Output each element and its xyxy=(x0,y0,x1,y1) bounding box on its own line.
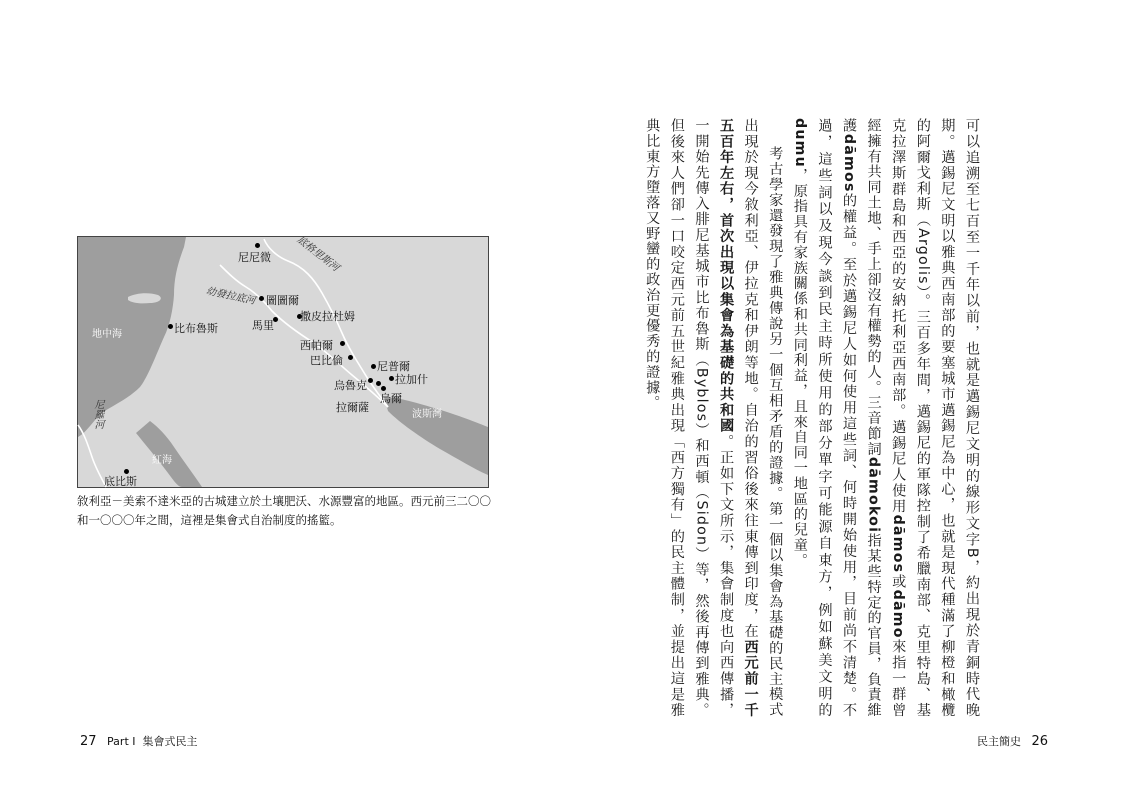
right-page xyxy=(563,0,1126,800)
text-segment: 的權益。至於邁錫尼人如何使用這些詞、何時開始使用，目前尚不清楚。不過，這些詞以及現今談到民主時所使用的部分單字可能源自東方，例如蘇美文明的 xyxy=(816,118,858,718)
map-shapes xyxy=(78,237,488,487)
city-thebes: 底比斯 xyxy=(104,475,137,488)
byblos-dot xyxy=(168,324,173,329)
bold-term: dāmos xyxy=(841,133,858,193)
city-sippar: 撒皮拉杜姆 xyxy=(300,310,355,323)
text-segment: 或 xyxy=(890,573,907,590)
city-tuttul: 圖圖爾 xyxy=(266,294,299,307)
bold-term: dāmos xyxy=(890,514,907,574)
bold-term: 西元前一千五百年左右，首次出現以集會為基礎的共和國 xyxy=(718,118,759,719)
part-label: Part I xyxy=(107,735,136,748)
nippur-dot xyxy=(371,364,376,369)
uruk-dot xyxy=(368,378,373,383)
page-number-left: 27 xyxy=(80,734,97,749)
sippar2-dot xyxy=(340,341,345,346)
bold-term: dāmokoi xyxy=(865,456,882,534)
euphrates-label: 幼發拉底河 xyxy=(204,285,257,308)
ur-dot xyxy=(376,381,381,386)
city-babylon: 巴比倫 xyxy=(310,354,343,367)
lagash-dot xyxy=(389,376,394,381)
bold-term: dumu xyxy=(791,118,808,168)
folio-right xyxy=(977,733,1048,749)
body-paragraph xyxy=(640,118,788,718)
text-segment: 指某些特定的官員，負責維護 xyxy=(841,118,882,718)
text-segment: 來指一群曾經擁有共同土地、手上卻沒有權勢的人。三音節詞 xyxy=(865,118,907,719)
part-title: 集會式民主 xyxy=(142,735,198,748)
text-segment: 。正如下文所示，集會制度也向西傳播，一開始先傳入腓尼基城市比布魯斯（Byblos）和西頓（Sidon）等，然後再傳到雅典。但後來人們卻一口咬定西元前五世紀雅典出現「西方獨有」的民主體制，並提出這是雅典比東方墮落又野蠻的政治更優秀的證據。 xyxy=(644,118,735,718)
larsa-dot xyxy=(381,386,386,391)
text-segment: ，原指具有家族關係和共同利益，且來自同一地區的兒童。 xyxy=(791,167,808,569)
text-segment: 邁錫尼文明以雅典西南部的要塞城市邁錫尼為中心，也就是現代種滿了柳橙和橄欖的阿爾戈利斯（Argolis）。三百多年間，邁錫尼的軍隊控制了希臘南部、克里特島、基克拉澤斯群島和西亞的安納托利亞西南部。邁錫尼人使用 xyxy=(890,118,956,718)
babylon-dot xyxy=(348,355,353,360)
city-uruk: 烏魯克 xyxy=(334,379,367,392)
mediterranean-label: 地中海 xyxy=(92,329,122,340)
bold-term: dāmo xyxy=(890,589,907,639)
body-paragraph xyxy=(787,118,984,718)
city-nippur: 尼普爾 xyxy=(377,360,410,373)
tigris-label: 底格里斯河 xyxy=(294,234,341,274)
nile-river xyxy=(78,425,106,487)
city-mari: 馬里 xyxy=(252,319,274,332)
city-ur: 烏爾 xyxy=(380,392,402,405)
city-lagash: 拉加什 xyxy=(395,373,428,386)
book-title: 民主簡史 xyxy=(976,735,1021,748)
left-page xyxy=(0,0,563,800)
tuttul-dot xyxy=(259,296,264,301)
page-number-right: 26 xyxy=(1031,734,1048,749)
text-segment: 考古學家還發現了雅典傳說另一個互相矛盾的證據。第一個以集會為基礎的民主模式出現於現今敘利亞、伊拉克和伊朗等地。自治的習俗後來往東傳到印度，在 xyxy=(742,118,784,718)
map-figure xyxy=(77,236,489,488)
nile-label: 尼羅河 xyxy=(92,399,103,429)
city-nineveh: 尼尼微 xyxy=(238,251,271,264)
red-sea-label: 紅海 xyxy=(152,455,172,466)
vertical-body-text xyxy=(644,118,984,719)
city-sippar2: 西帕爾 xyxy=(300,339,333,352)
persian-gulf-label: 波斯灣 xyxy=(412,409,442,420)
city-larsa: 拉爾薩 xyxy=(336,401,369,414)
text-segment: 可以追溯至七百至一千年以前，也就是邁錫尼文明的線形文字B，約出現於青銅時代晚期。 xyxy=(939,118,980,718)
map-caption: 敘利亞－美索不達米亞的古城建立於土壤肥沃、水源豐富的地區。西元前三二〇〇和一〇〇〇年之間，這裡是集會式自治制度的搖籃。 xyxy=(77,494,491,527)
folio-left xyxy=(80,733,198,749)
city-byblos: 比布魯斯 xyxy=(174,322,218,335)
nineveh-dot xyxy=(255,243,260,248)
